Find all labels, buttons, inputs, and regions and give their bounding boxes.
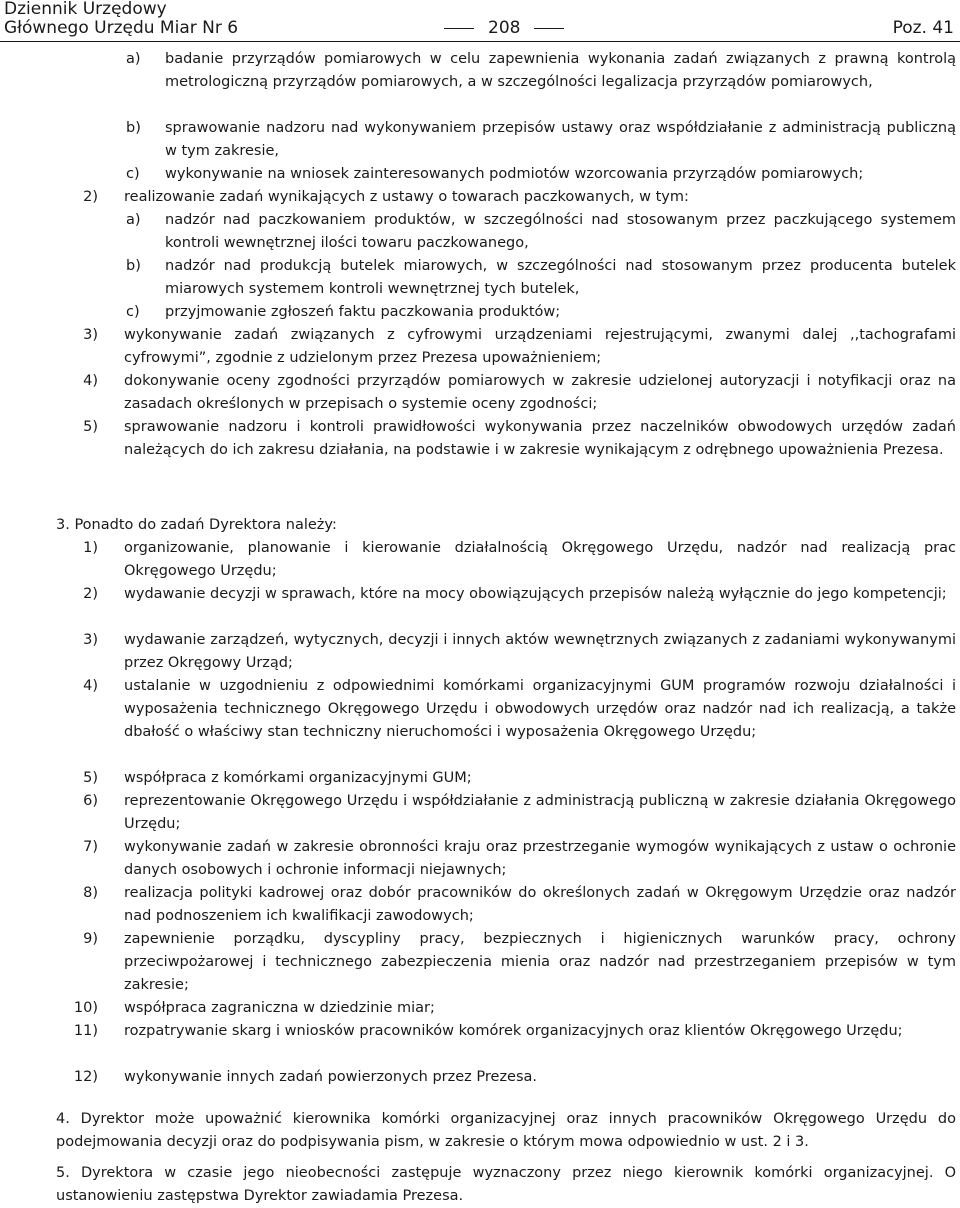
item-text: wydawanie decyzji w sprawach, które na mocy obowiązujących przepisów należą wyłącznie do jego kompetencji; xyxy=(124,586,947,602)
page-number xyxy=(430,19,578,38)
item-text: rozpatrywanie skarg i wniosków pracowników komórek organizacyjnych oraz klientów Okręgowego Urzędu; xyxy=(124,1023,903,1039)
list-item xyxy=(0,537,960,583)
item-text: wykonywanie na wniosek zainteresowanych podmiotów wzorcowania przyrządów pomiarowych; xyxy=(165,166,864,182)
header-rule xyxy=(0,41,960,42)
journal-title xyxy=(4,0,238,38)
list-item xyxy=(0,1066,960,1089)
journal-title-line1: Dziennik Urzędowy xyxy=(4,0,167,19)
item-marker: 2) xyxy=(83,586,98,602)
item-text: organizowanie, planowanie i kierowanie działalnością Okręgowego Urzędu, nadzór nad realizacją prac Okręgowego Urzędu; xyxy=(124,540,956,579)
item-text: realizowanie zadań wynikających z ustawy o towarach paczkowanych, w tym: xyxy=(124,189,689,205)
item-text: wykonywanie zadań w zakresie obronności kraju oraz przestrzeganie wymogów wynikających z ustaw o ochronie danych osobowych i ochronie informacji niejawnych; xyxy=(124,839,956,878)
list-item xyxy=(0,629,960,675)
item-marker: 4) xyxy=(83,373,98,389)
list-item xyxy=(0,836,960,882)
item-marker: 5) xyxy=(83,419,98,435)
list-item xyxy=(0,163,960,186)
item-marker: 8) xyxy=(83,885,98,901)
item-marker: 9) xyxy=(83,931,98,947)
list-item xyxy=(0,209,960,255)
list-item xyxy=(0,767,960,790)
item-marker: 7) xyxy=(83,839,98,855)
item-text: współpraca zagraniczna w dziedzinie miar; xyxy=(124,1000,435,1016)
page-number-text: 208 xyxy=(488,18,521,38)
item-marker: 10) xyxy=(73,1000,98,1016)
section5-paragraph: 5. Dyrektora w czasie jego nieobecności zastępuje wyznaczony przez niego kierownik komórki organizacyjnej. O ustanowieniu zastępstwa Dyrektor zawiadamia Prezesa. xyxy=(56,1165,956,1204)
item-marker: a) xyxy=(126,212,141,228)
list-item xyxy=(0,301,960,324)
list-item xyxy=(0,997,960,1020)
list-item xyxy=(0,928,960,997)
section3-heading: 3. Ponadto do zadań Dyrektora należy: xyxy=(56,517,337,533)
item-text: dokonywanie oceny zgodności przyrządów pomiarowych w zakresie udzielonej autoryzacji i notyfikacji oraz na zasadach określonych w przepisach o systemie oceny zgodności; xyxy=(124,373,956,412)
item-marker: c) xyxy=(126,166,140,182)
list-item xyxy=(0,117,960,163)
item-text: zapewnienie porządku, dyscypliny pracy, bezpiecznych i higienicznych warunków pracy, ochrony przeciwpożarowej i technicznego zabezpieczenia mienia oraz nadzór nad przestrzeganiem przepisów w tym zakresie; xyxy=(124,931,956,993)
item-marker: 3) xyxy=(83,327,98,343)
item-marker: c) xyxy=(126,304,140,320)
item-marker: 5) xyxy=(83,770,98,786)
list-item xyxy=(0,882,960,928)
item-marker: 6) xyxy=(83,793,98,809)
section2-letter-list xyxy=(0,48,960,485)
dash-left xyxy=(444,28,474,29)
item-text: sprawowanie nadzoru nad wykonywaniem przepisów ustawy oraz współdziałanie z administracją publiczną w tym zakresie, xyxy=(165,120,956,159)
item-marker: b) xyxy=(126,258,141,274)
list-item xyxy=(0,675,960,767)
list-item xyxy=(0,416,960,485)
item-marker: 2) xyxy=(83,189,98,205)
list-item xyxy=(0,324,960,370)
item-text: przyjmowanie zgłoszeń faktu paczkowania produktów; xyxy=(165,304,561,320)
item-marker: 4) xyxy=(83,678,98,694)
section3-list xyxy=(0,537,960,1089)
item-text: współpraca z komórkami organizacyjnymi GUM; xyxy=(124,770,472,786)
item-text: wykonywanie zadań związanych z cyfrowymi urządzeniami rejestrującymi, zwanymi dalej ,,tachografami cyfrowymi”, zgodnie z udzielonym przez Prezesa upoważnieniem; xyxy=(124,327,956,366)
item-text: ustalanie w uzgodnieniu z odpowiednimi komórkami organizacyjnymi GUM programów rozwoju działalności i wyposażenia technicznego Okręgowego Urzędu i obwodowych urzędów oraz nadzór nad ich realizacją, a także dbałość o właściwy stan techniczny nieruchomości i wyposażenia Okręgowego Urzędu; xyxy=(124,678,956,740)
list-item xyxy=(0,583,960,629)
item-text: nadzór nad paczkowaniem produktów, w szczególności nad stosowanym przez paczkującego systemem kontroli wewnętrznej ilości towaru paczkowanego, xyxy=(165,212,956,251)
list-item xyxy=(0,186,960,209)
list-item xyxy=(0,790,960,836)
page-header xyxy=(0,0,960,42)
list-item xyxy=(0,370,960,416)
item-text: wykonywanie innych zadań powierzonych przez Prezesa. xyxy=(124,1069,538,1085)
item-marker: 12) xyxy=(73,1069,98,1085)
item-text: sprawowanie nadzoru i kontroli prawidłowości wykonywania przez naczelników obwodowych urzędów zadań należących do ich zakresu działania, na podstawie i w zakresie wynikającym z odrębnego upoważnienia Prezesa. xyxy=(124,419,956,458)
list-item xyxy=(0,255,960,301)
item-marker: 1) xyxy=(83,540,98,556)
item-text: badanie przyrządów pomiarowych w celu zapewnienia wykonania zadań związanych z prawną kontrolą metrologiczną przyrządów pomiarowych, a w szczególności legalizacja przyrządów pomiarowych, xyxy=(165,51,956,90)
list-item xyxy=(0,1020,960,1066)
item-text: reprezentowanie Okręgowego Urzędu i współdziałanie z administracją publiczną w zakresie działania Okręgowego Urzędu; xyxy=(124,793,956,832)
item-marker: 11) xyxy=(73,1023,98,1039)
item-marker: 3) xyxy=(83,632,98,648)
item-marker: a) xyxy=(126,51,141,67)
item-text: realizacja polityki kadrowej oraz dobór pracowników do określonych zadań w Okręgowym Urzędzie oraz nadzór nad podnoszeniem ich kwalifikacji zawodowych; xyxy=(124,885,956,924)
journal-title-line2: Głównego Urzędu Miar Nr 6 xyxy=(4,18,239,38)
dash-right xyxy=(534,28,564,29)
section4-paragraph: 4. Dyrektor może upoważnić kierownika komórki organizacyjnej oraz innych pracowników Okręgowego Urzędu do podejmowania decyzji oraz do podpisywania pism, w zakresie o którym mowa odpowiednio w ust. 2 i 3. xyxy=(56,1111,956,1150)
item-text: nadzór nad produkcją butelek miarowych, w szczególności nad stosowanym przez producenta butelek miarowych systemem kontroli wewnętrznej tych butelek, xyxy=(165,258,956,297)
position-number: Poz. 41 xyxy=(892,18,954,38)
item-marker: b) xyxy=(126,120,141,136)
list-item xyxy=(0,48,960,117)
item-text: wydawanie zarządzeń, wytycznych, decyzji i innych aktów wewnętrznych związanych z zadaniami wykonywanymi przez Okręgowy Urząd; xyxy=(124,632,956,671)
